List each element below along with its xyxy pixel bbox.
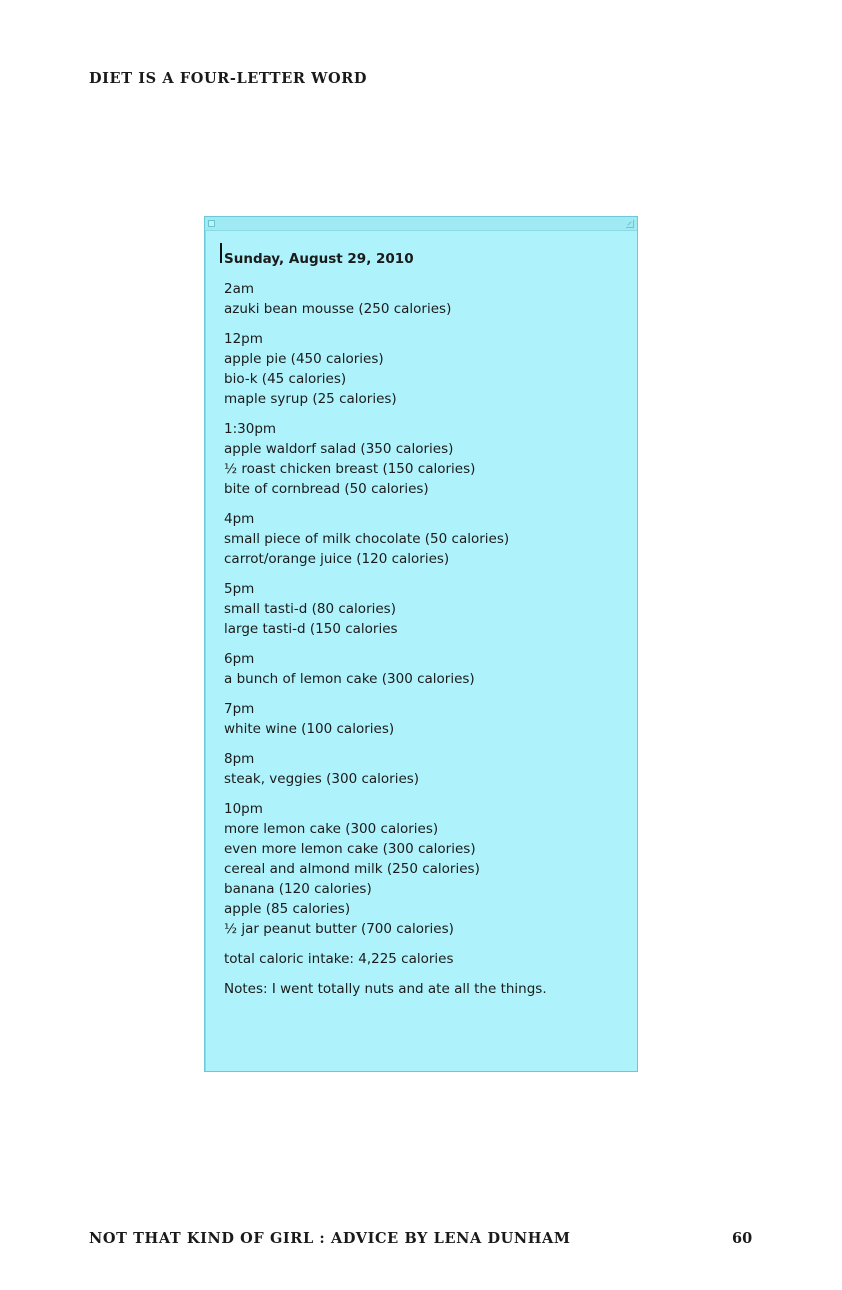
meal-entry — [224, 279, 625, 319]
food-item: steak, veggies (300 calories) — [224, 771, 420, 787]
food-item: cereal and almond milk (250 calories) — [224, 861, 480, 877]
meal-entry — [224, 419, 625, 499]
meal-entry — [224, 649, 625, 689]
food-item: large tasti-d (150 calories — [224, 621, 398, 637]
food-item: white wine (100 calories) — [224, 721, 395, 737]
running-header: DIET IS A FOUR-LETTER WORD — [89, 70, 368, 87]
entries-list — [224, 279, 625, 939]
food-item: even more lemon cake (300 calories) — [224, 841, 476, 857]
total-caloric-intake: total caloric intake: 4,225 calories — [224, 951, 454, 967]
meal-entry — [224, 699, 625, 739]
food-item: ½ roast chicken breast (150 calories) — [224, 461, 476, 477]
food-item: apple (85 calories) — [224, 901, 351, 917]
entry-time: 5pm — [224, 581, 255, 597]
running-footer: NOT THAT KIND OF GIRL : ADVICE BY LENA DUNHAM — [89, 1230, 571, 1247]
food-item: apple waldorf salad (350 calories) — [224, 441, 454, 457]
food-item: small piece of milk chocolate (50 calories) — [224, 531, 510, 547]
entry-time: 7pm — [224, 701, 255, 717]
entry-time: 6pm — [224, 651, 255, 667]
meal-entry — [224, 749, 625, 789]
entry-time: 12pm — [224, 331, 263, 347]
note-titlebar[interactable] — [205, 217, 637, 231]
note-comment: Notes: I went totally nuts and ate all the things. — [224, 981, 547, 997]
resize-grip-icon[interactable] — [626, 220, 634, 228]
food-item: azuki bean mousse (250 calories) — [224, 301, 452, 317]
page-number: 60 — [732, 1230, 753, 1247]
entry-time: 10pm — [224, 801, 263, 817]
entry-time: 1:30pm — [224, 421, 277, 437]
meal-entry — [224, 509, 625, 569]
food-item: small tasti-d (80 calories) — [224, 601, 396, 617]
food-item: maple syrup (25 calories) — [224, 391, 397, 407]
text-cursor — [220, 243, 222, 263]
food-item: bio-k (45 calories) — [224, 371, 347, 387]
entry-time: 4pm — [224, 511, 255, 527]
entry-time: 2am — [224, 281, 255, 297]
collapse-box-icon[interactable] — [208, 220, 215, 227]
food-item: more lemon cake (300 calories) — [224, 821, 439, 837]
food-item: ½ jar peanut butter (700 calories) — [224, 921, 454, 937]
meal-entry — [224, 579, 625, 639]
food-item: a bunch of lemon cake (300 calories) — [224, 671, 475, 687]
meal-entry — [224, 329, 625, 409]
food-item: banana (120 calories) — [224, 881, 372, 897]
entry-time: 8pm — [224, 751, 255, 767]
meal-entry — [224, 799, 625, 939]
food-item: bite of cornbread (50 calories) — [224, 481, 429, 497]
note-date: Sunday, August 29, 2010 — [224, 251, 414, 267]
food-item: carrot/orange juice (120 calories) — [224, 551, 450, 567]
note-text-area[interactable] — [224, 249, 625, 999]
sticky-note[interactable] — [204, 216, 638, 1072]
food-item: apple pie (450 calories) — [224, 351, 384, 367]
